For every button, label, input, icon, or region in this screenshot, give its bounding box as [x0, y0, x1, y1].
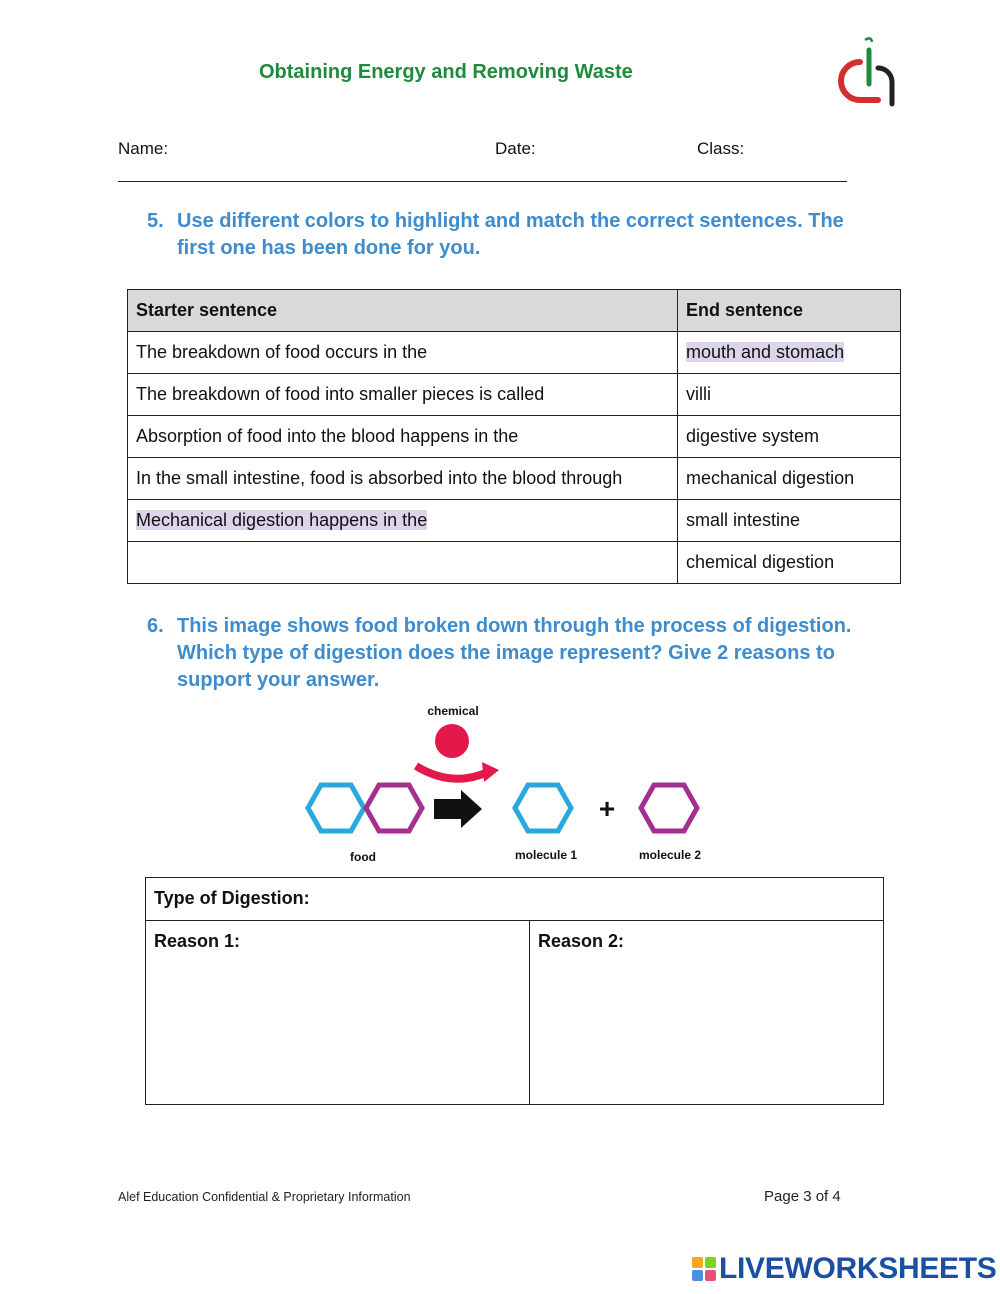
starter-cell-empty[interactable]	[128, 542, 678, 584]
end-text: chemical digestion	[686, 552, 835, 572]
starter-cell[interactable]	[128, 416, 678, 458]
liveworksheets-logo	[692, 1253, 997, 1285]
reason-row	[146, 921, 884, 1105]
question-5-number: 5.	[147, 210, 164, 232]
starter-cell[interactable]	[128, 458, 678, 500]
end-header: End sentence	[678, 290, 901, 332]
molecule-1-label: molecule 1	[514, 848, 578, 862]
food-hexagon-blue-icon	[308, 785, 364, 831]
matching-table	[127, 289, 901, 584]
end-text: digestive system	[686, 426, 820, 446]
starter-text: The breakdown of food into smaller pieces is called	[136, 384, 545, 404]
end-cell[interactable]	[678, 374, 901, 416]
end-text: mechanical digestion	[686, 468, 855, 488]
type-of-digestion-field[interactable]	[146, 878, 884, 921]
end-cell[interactable]	[678, 416, 901, 458]
reason-2-field[interactable]	[530, 921, 884, 1105]
enzyme-arrowhead-icon	[482, 762, 499, 782]
class-label: Class:	[697, 139, 745, 158]
end-text-highlighted: mouth and stomach	[686, 342, 845, 362]
food-label: food	[350, 850, 376, 864]
page-title: Obtaining Energy and Removing Waste	[259, 61, 633, 83]
starter-cell[interactable]	[128, 332, 678, 374]
answer-table	[145, 877, 884, 1105]
starter-cell[interactable]	[128, 374, 678, 416]
table-row	[128, 416, 901, 458]
digestion-diagram	[296, 700, 716, 870]
end-cell[interactable]	[678, 332, 901, 374]
molecule-2-hexagon-icon	[641, 785, 697, 831]
matching-table-header	[128, 290, 901, 332]
table-row	[128, 500, 901, 542]
table-row	[128, 458, 901, 500]
table-row	[128, 332, 901, 374]
plus-sign: +	[598, 793, 616, 824]
reason-1-field[interactable]	[146, 921, 530, 1105]
right-arrow-icon	[434, 790, 482, 828]
starter-cell[interactable]	[128, 500, 678, 542]
table-row	[128, 374, 901, 416]
end-text: small intestine	[686, 510, 801, 530]
date-label: Date:	[495, 139, 536, 158]
starter-header: Starter sentence	[128, 290, 678, 332]
end-cell[interactable]	[678, 542, 901, 584]
table-row	[128, 542, 901, 584]
question-5-text: Use different colors to highlight and match the correct sentences. The first one has been done for you.	[177, 210, 844, 259]
type-row	[146, 878, 884, 921]
page-number: Page 3 of 4	[764, 1188, 841, 1205]
starter-text-highlighted: Mechanical digestion happens in the	[136, 510, 428, 530]
question-6-number: 6.	[147, 615, 164, 637]
alef-logo-icon	[838, 34, 898, 108]
header-divider	[118, 181, 847, 182]
end-text: villi	[686, 384, 711, 404]
reason-1-label: Reason 1:	[154, 931, 241, 951]
enzyme-curved-arrow-icon	[416, 766, 488, 779]
food-hexagon-purple-icon	[366, 785, 422, 831]
enzyme-icon	[435, 724, 469, 758]
question-6	[147, 613, 887, 694]
molecule-2-label: molecule 2	[638, 848, 702, 862]
end-cell[interactable]	[678, 500, 901, 542]
starter-text: The breakdown of food occurs in the	[136, 342, 428, 362]
confidential-notice: Alef Education Confidential & Proprietary Information	[118, 1190, 411, 1204]
name-label: Name:	[118, 139, 169, 158]
chemical-label: chemical	[427, 704, 479, 718]
molecule-1-hexagon-icon	[515, 785, 571, 831]
starter-text: Absorption of food into the blood happens in the	[136, 426, 519, 446]
starter-text: In the small intestine, food is absorbed into the blood through	[136, 468, 623, 488]
question-5	[147, 208, 867, 262]
type-of-digestion-label: Type of Digestion:	[154, 888, 310, 908]
liveworksheets-icon	[692, 1257, 716, 1281]
liveworksheets-wordmark: LIVEWORKSHEETS	[719, 1252, 997, 1285]
reason-2-label: Reason 2:	[538, 931, 625, 951]
end-cell[interactable]	[678, 458, 901, 500]
question-6-text: This image shows food broken down through the process of digestion. Which type of digestion does the image represent? Give 2 reasons to support your answer.	[177, 615, 852, 691]
